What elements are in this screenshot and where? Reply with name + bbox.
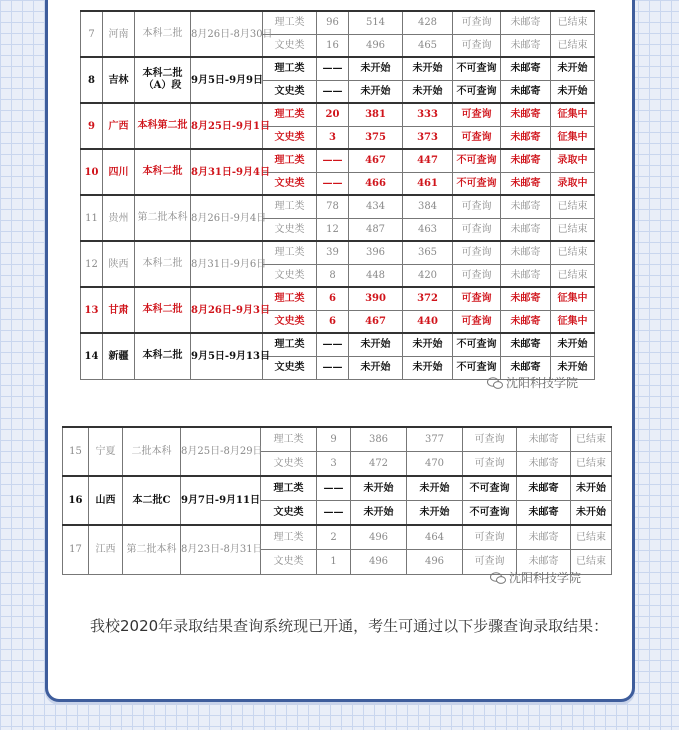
cell-query: 可查询 [453,126,501,149]
cell-plan: —— [317,172,349,195]
cell-prov: 四川 [103,149,135,195]
cell-prov: 贵州 [103,195,135,241]
cell-dates: 9月7日-9月11日 [181,476,261,525]
cell-prov: 江西 [89,525,123,574]
cell-status: 已结束 [551,195,595,218]
cell-subject: 文史类 [261,550,317,575]
cell-mail: 未邮寄 [517,550,571,575]
cell-plan: 9 [317,427,351,452]
cell-batch: 本科二批 [135,333,191,379]
cell-subject: 理工类 [263,287,317,310]
table-row [63,427,612,452]
cell-dates: 8月31日-9月4日 [191,149,263,195]
cell-lowest: 未开始 [403,356,453,379]
cell-subject: 文史类 [263,80,317,103]
cell-lowest: 未开始 [403,57,453,80]
cell-batch: 本二批C [123,476,181,525]
cell-plan: 1 [317,550,351,575]
cell-mail: 未邮寄 [501,218,551,241]
cell-prov: 广西 [103,103,135,149]
cell-plan: 96 [317,11,349,34]
wechat-icon [490,572,506,584]
cell-batch: 二批本科 [123,427,181,476]
table-row [81,287,595,310]
cell-subject: 理工类 [263,149,317,172]
cell-no: 7 [81,11,103,57]
table-row [81,149,595,172]
cell-highest: 未开始 [349,80,403,103]
cell-no: 15 [63,427,89,476]
cell-query: 不可查询 [453,356,501,379]
cell-dates: 9月5日-9月9日 [191,57,263,103]
cell-mail: 未邮寄 [517,501,571,526]
cell-plan: 16 [317,34,349,57]
cell-prov: 吉林 [103,57,135,103]
cell-subject: 文史类 [261,501,317,526]
cell-batch: 本科二批 [135,241,191,287]
cell-query: 不可查询 [463,501,517,526]
cell-plan: —— [317,356,349,379]
cell-lowest: 未开始 [407,476,463,501]
table-row [81,57,595,80]
cell-subject: 文史类 [261,452,317,477]
cell-batch: 本科二批（A）段 [135,57,191,103]
cell-status: 已结束 [551,264,595,287]
watermark [487,374,578,391]
cell-query: 不可查询 [453,172,501,195]
cell-highest: 472 [351,452,407,477]
admission-table-part-1 [80,10,595,380]
table-row [81,195,595,218]
cell-status: 录取中 [551,172,595,195]
cell-subject: 理工类 [263,103,317,126]
watermark-text: 沈阳科技学院 [506,376,579,390]
cell-status: 已结束 [571,550,612,575]
cell-no: 13 [81,287,103,333]
cell-lowest: 447 [403,149,453,172]
cell-plan: —— [317,149,349,172]
cell-lowest: 377 [407,427,463,452]
cell-status: 征集中 [551,126,595,149]
cell-mail: 未邮寄 [501,287,551,310]
cell-dates: 8月26日-9月4日 [191,195,263,241]
cell-lowest: 373 [403,126,453,149]
cell-mail: 未邮寄 [501,103,551,126]
cell-query: 可查询 [453,103,501,126]
cell-batch: 第二批本科 [135,195,191,241]
cell-highest: 487 [349,218,403,241]
cell-status: 征集中 [551,310,595,333]
cell-status: 未开始 [571,476,612,501]
wechat-icon [487,377,503,389]
cell-lowest: 470 [407,452,463,477]
cell-dates: 9月5日-9月13日 [191,333,263,379]
admission-table-part-2 [62,426,612,575]
cell-status: 已结束 [551,241,595,264]
cell-subject: 文史类 [263,126,317,149]
cell-highest: 未开始 [349,333,403,356]
cell-no: 14 [81,333,103,379]
cell-highest: 未开始 [351,476,407,501]
cell-plan: 6 [317,287,349,310]
cell-prov: 河南 [103,11,135,57]
cell-mail: 未邮寄 [501,149,551,172]
cell-status: 已结束 [571,427,612,452]
cell-query: 可查询 [453,11,501,34]
cell-dates: 8月31日-9月6日 [191,241,263,287]
cell-plan: 39 [317,241,349,264]
cell-subject: 理工类 [261,525,317,550]
cell-status: 已结束 [551,11,595,34]
cell-mail: 未邮寄 [517,525,571,550]
cell-subject: 文史类 [263,172,317,195]
cell-mail: 未邮寄 [501,11,551,34]
cell-highest: 448 [349,264,403,287]
cell-mail: 未邮寄 [501,333,551,356]
cell-dates: 8月23日-8月31日 [181,525,261,574]
cell-lowest: 496 [407,550,463,575]
cell-query: 可查询 [463,427,517,452]
cell-status: 未开始 [571,501,612,526]
cell-plan: 20 [317,103,349,126]
cell-plan: 78 [317,195,349,218]
cell-status: 未开始 [551,333,595,356]
cell-subject: 理工类 [263,241,317,264]
cell-dates: 8月25日-9月1日 [191,103,263,149]
cell-highest: 390 [349,287,403,310]
cell-query: 不可查询 [453,149,501,172]
watermark-2 [490,569,581,586]
cell-highest: 466 [349,172,403,195]
cell-lowest: 461 [403,172,453,195]
cell-lowest: 420 [403,264,453,287]
cell-query: 可查询 [463,525,517,550]
cell-no: 10 [81,149,103,195]
cell-query: 不可查询 [453,57,501,80]
cell-plan: 12 [317,218,349,241]
watermark-text: 沈阳科技学院 [509,571,582,585]
cell-prov: 甘肃 [103,287,135,333]
cell-subject: 理工类 [261,476,317,501]
cell-prov: 陕西 [103,241,135,287]
cell-status: 未开始 [551,57,595,80]
cell-status: 已结束 [551,34,595,57]
cell-highest: 未开始 [351,501,407,526]
cell-lowest: 463 [403,218,453,241]
cell-lowest: 365 [403,241,453,264]
cell-mail: 未邮寄 [501,34,551,57]
cell-status: 已结束 [571,525,612,550]
cell-subject: 文史类 [263,34,317,57]
cell-subject: 文史类 [263,356,317,379]
table-row [63,476,612,501]
cell-plan: 2 [317,525,351,550]
cell-status: 未开始 [551,80,595,103]
table-row [81,11,595,34]
cell-query: 可查询 [453,34,501,57]
cell-plan: —— [317,501,351,526]
cell-dates: 8月26日-9月3日 [191,287,263,333]
cell-lowest: 465 [403,34,453,57]
cell-plan: 8 [317,264,349,287]
cell-highest: 467 [349,310,403,333]
cell-query: 可查询 [463,452,517,477]
cell-prov: 山西 [89,476,123,525]
cell-no: 8 [81,57,103,103]
cell-no: 17 [63,525,89,574]
cell-dates: 8月26日-8月30日 [191,11,263,57]
cell-subject: 理工类 [263,195,317,218]
cell-status: 录取中 [551,149,595,172]
cell-plan: —— [317,476,351,501]
cell-no: 9 [81,103,103,149]
cell-query: 可查询 [453,264,501,287]
cell-batch: 第二批本科 [123,525,181,574]
cell-query: 可查询 [453,287,501,310]
cell-subject: 理工类 [261,427,317,452]
table-row [81,103,595,126]
cell-mail: 未邮寄 [501,310,551,333]
cell-query: 可查询 [453,218,501,241]
cell-mail: 未邮寄 [517,452,571,477]
cell-subject: 理工类 [263,11,317,34]
cell-prov: 宁夏 [89,427,123,476]
cell-highest: 未开始 [349,57,403,80]
cell-mail: 未邮寄 [501,126,551,149]
cell-query: 可查询 [453,310,501,333]
cell-mail: 未邮寄 [501,356,551,379]
cell-prov: 新疆 [103,333,135,379]
cell-status: 已结束 [551,218,595,241]
cell-query: 不可查询 [453,80,501,103]
cell-highest: 381 [349,103,403,126]
table-row [81,241,595,264]
cell-plan: —— [317,80,349,103]
cell-mail: 未邮寄 [501,57,551,80]
cell-subject: 文史类 [263,264,317,287]
cell-highest: 未开始 [349,356,403,379]
cell-lowest: 333 [403,103,453,126]
cell-plan: —— [317,57,349,80]
cell-no: 12 [81,241,103,287]
cell-plan: 3 [317,452,351,477]
cell-lowest: 464 [407,525,463,550]
cell-mail: 未邮寄 [501,172,551,195]
cell-query: 不可查询 [453,333,501,356]
cell-plan: 6 [317,310,349,333]
cell-mail: 未邮寄 [501,80,551,103]
cell-status: 征集中 [551,103,595,126]
intro-paragraph: 我校2020年录取结果查询系统现已开通，考生可通过以下步骤查询录取结果： [90,617,609,635]
cell-no: 16 [63,476,89,525]
cell-highest: 496 [351,550,407,575]
cell-highest: 496 [351,525,407,550]
cell-highest: 496 [349,34,403,57]
cell-highest: 434 [349,195,403,218]
cell-mail: 未邮寄 [517,476,571,501]
cell-lowest: 440 [403,310,453,333]
cell-lowest: 428 [403,11,453,34]
table-row [81,333,595,356]
cell-lowest: 未开始 [407,501,463,526]
cell-batch: 本科二批 [135,287,191,333]
cell-query: 可查询 [463,550,517,575]
cell-lowest: 384 [403,195,453,218]
cell-subject: 理工类 [263,57,317,80]
cell-subject: 文史类 [263,218,317,241]
cell-dates: 8月25日-8月29日 [181,427,261,476]
cell-plan: —— [317,333,349,356]
cell-plan: 3 [317,126,349,149]
cell-mail: 未邮寄 [501,264,551,287]
cell-query: 不可查询 [463,476,517,501]
cell-query: 可查询 [453,195,501,218]
cell-lowest: 未开始 [403,80,453,103]
cell-status: 已结束 [571,452,612,477]
cell-status: 未开始 [551,356,595,379]
cell-highest: 386 [351,427,407,452]
cell-mail: 未邮寄 [501,241,551,264]
cell-mail: 未邮寄 [501,195,551,218]
cell-highest: 396 [349,241,403,264]
cell-subject: 文史类 [263,310,317,333]
cell-no: 11 [81,195,103,241]
cell-highest: 375 [349,126,403,149]
cell-lowest: 372 [403,287,453,310]
cell-lowest: 未开始 [403,333,453,356]
table-row [63,525,612,550]
cell-batch: 本科二批 [135,149,191,195]
cell-status: 征集中 [551,287,595,310]
cell-subject: 理工类 [263,333,317,356]
cell-mail: 未邮寄 [517,427,571,452]
cell-query: 可查询 [453,241,501,264]
cell-highest: 514 [349,11,403,34]
cell-highest: 467 [349,149,403,172]
cell-batch: 本科第二批 [135,103,191,149]
cell-batch: 本科二批 [135,11,191,57]
